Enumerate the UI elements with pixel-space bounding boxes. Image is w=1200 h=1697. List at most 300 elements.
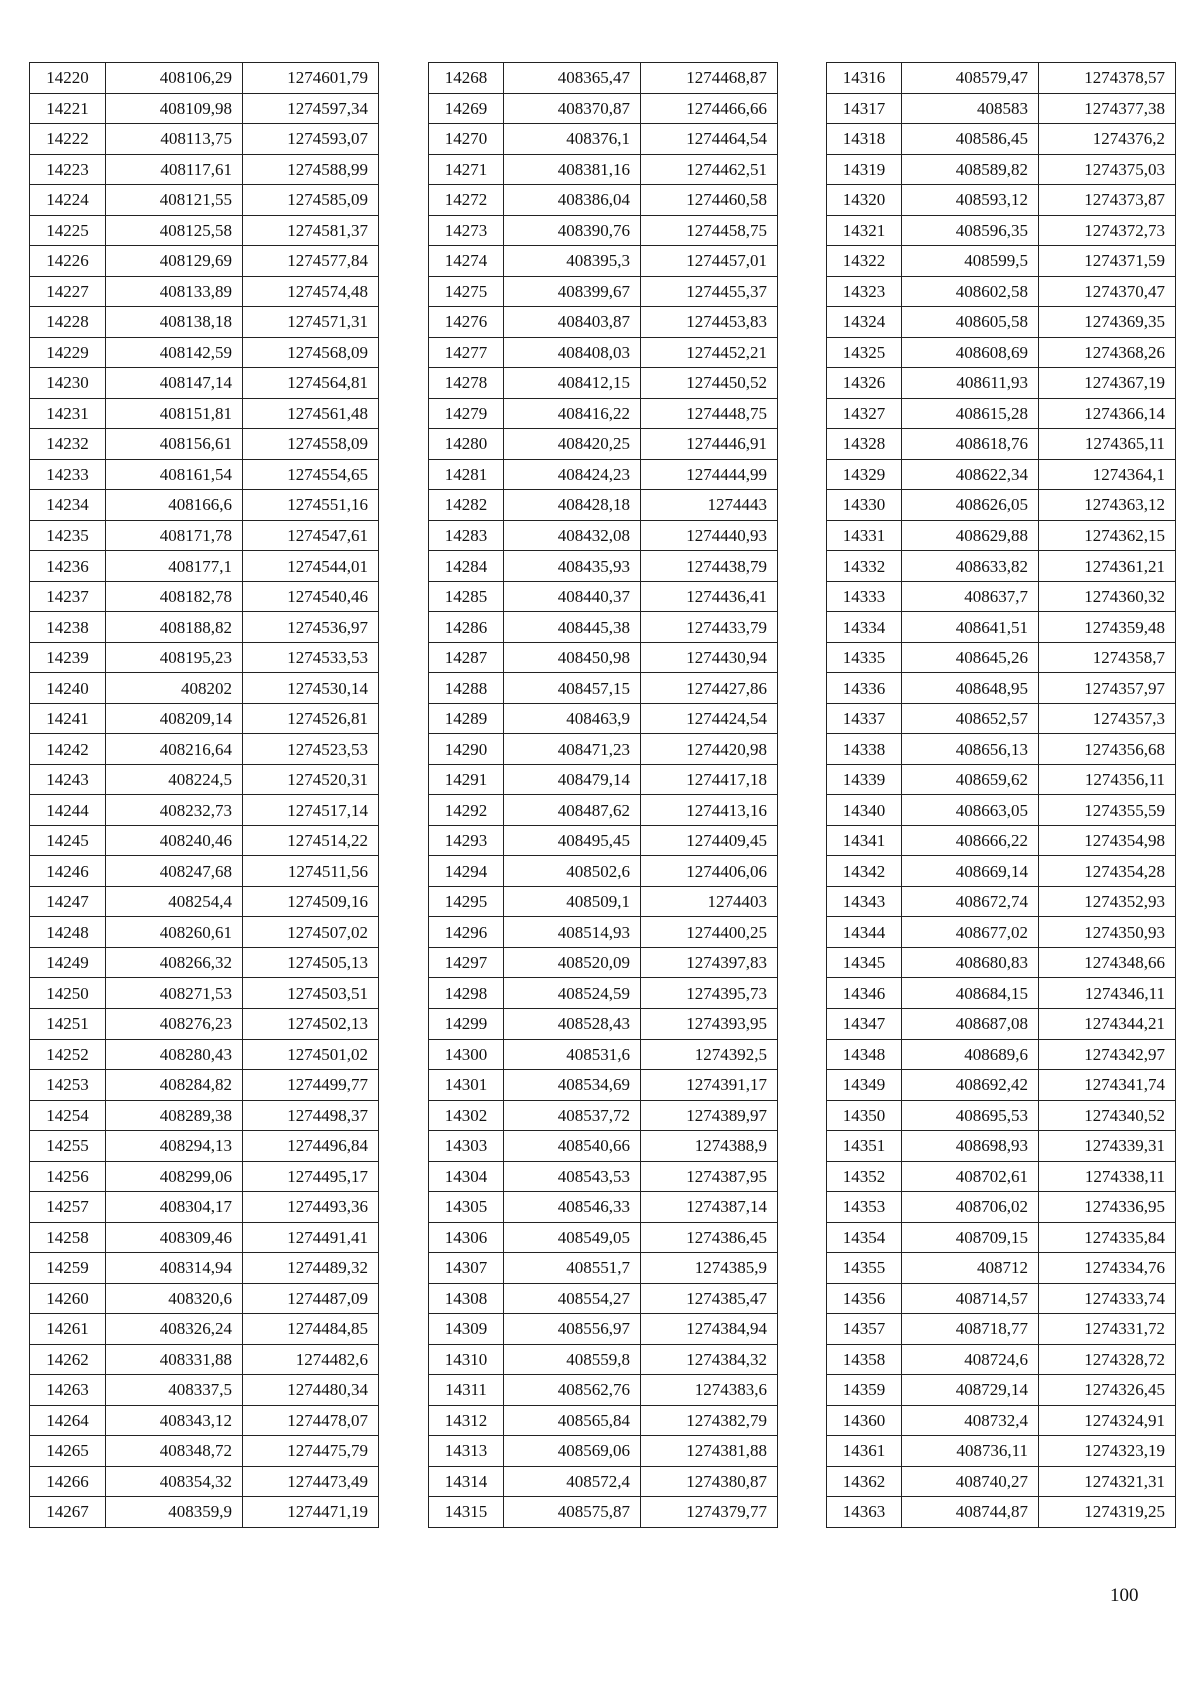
point-number-cell: 14227 [30, 276, 106, 307]
point-number-cell: 14328 [827, 429, 902, 460]
point-number-cell: 14274 [429, 246, 504, 277]
table-row [429, 1100, 778, 1131]
y-coordinate-cell: 1274381,88 [641, 1436, 778, 1467]
x-coordinate-cell: 408729,14 [902, 1375, 1039, 1406]
x-coordinate-cell: 408457,15 [504, 673, 641, 704]
y-coordinate-cell: 1274341,74 [1039, 1070, 1176, 1101]
y-coordinate-cell: 1274356,11 [1039, 764, 1176, 795]
y-coordinate-cell: 1274453,83 [641, 307, 778, 338]
y-coordinate-cell: 1274457,01 [641, 246, 778, 277]
y-coordinate-cell: 1274530,14 [243, 673, 379, 704]
point-number-cell: 14248 [30, 917, 106, 948]
point-number-cell: 14298 [429, 978, 504, 1009]
y-coordinate-cell: 1274491,41 [243, 1222, 379, 1253]
y-coordinate-cell: 1274354,28 [1039, 856, 1176, 887]
x-coordinate-cell: 408702,61 [902, 1161, 1039, 1192]
point-number-cell: 14360 [827, 1405, 902, 1436]
table-row [827, 307, 1176, 338]
x-coordinate-cell: 408271,53 [106, 978, 243, 1009]
table-row [827, 154, 1176, 185]
table-row [827, 490, 1176, 521]
y-coordinate-cell: 1274601,79 [243, 63, 379, 94]
y-coordinate-cell: 1274554,65 [243, 459, 379, 490]
y-coordinate-cell: 1274501,02 [243, 1039, 379, 1070]
table-row [827, 1253, 1176, 1284]
table-row [827, 581, 1176, 612]
point-number-cell: 14310 [429, 1344, 504, 1375]
y-coordinate-cell: 1274375,03 [1039, 154, 1176, 185]
point-number-cell: 14253 [30, 1070, 106, 1101]
table-row [30, 368, 379, 399]
table-row [30, 1131, 379, 1162]
table-row [429, 917, 778, 948]
point-number-cell: 14333 [827, 581, 902, 612]
point-number-cell: 14330 [827, 490, 902, 521]
x-coordinate-cell: 408565,84 [504, 1405, 641, 1436]
x-coordinate-cell: 408622,34 [902, 459, 1039, 490]
x-coordinate-cell: 408744,87 [902, 1497, 1039, 1528]
y-coordinate-cell: 1274482,6 [243, 1344, 379, 1375]
table-row [429, 1436, 778, 1467]
y-coordinate-cell: 1274393,95 [641, 1008, 778, 1039]
table-row [429, 276, 778, 307]
point-number-cell: 14223 [30, 154, 106, 185]
point-number-cell: 14351 [827, 1131, 902, 1162]
x-coordinate-cell: 408626,05 [902, 490, 1039, 521]
point-number-cell: 14291 [429, 764, 504, 795]
table-row [429, 673, 778, 704]
y-coordinate-cell: 1274533,53 [243, 642, 379, 673]
x-coordinate-cell: 408445,38 [504, 612, 641, 643]
point-number-cell: 14353 [827, 1192, 902, 1223]
x-coordinate-cell: 408412,15 [504, 368, 641, 399]
y-coordinate-cell: 1274444,99 [641, 459, 778, 490]
point-number-cell: 14356 [827, 1283, 902, 1314]
y-coordinate-cell: 1274520,31 [243, 764, 379, 795]
x-coordinate-cell: 408113,75 [106, 124, 243, 155]
y-coordinate-cell: 1274436,41 [641, 581, 778, 612]
table-row [30, 215, 379, 246]
point-number-cell: 14326 [827, 368, 902, 399]
y-coordinate-cell: 1274574,48 [243, 276, 379, 307]
point-number-cell: 14319 [827, 154, 902, 185]
table-row [827, 93, 1176, 124]
x-coordinate-cell: 408320,6 [106, 1283, 243, 1314]
y-coordinate-cell: 1274335,84 [1039, 1222, 1176, 1253]
point-number-cell: 14317 [827, 93, 902, 124]
table-row [827, 459, 1176, 490]
x-coordinate-cell: 408435,93 [504, 551, 641, 582]
x-coordinate-cell: 408520,09 [504, 947, 641, 978]
x-coordinate-cell: 408106,29 [106, 63, 243, 94]
point-number-cell: 14329 [827, 459, 902, 490]
point-number-cell: 14314 [429, 1466, 504, 1497]
point-number-cell: 14283 [429, 520, 504, 551]
x-coordinate-cell: 408637,7 [902, 581, 1039, 612]
y-coordinate-cell: 1274386,45 [641, 1222, 778, 1253]
x-coordinate-cell: 408276,23 [106, 1008, 243, 1039]
x-coordinate-cell: 408562,76 [504, 1375, 641, 1406]
x-coordinate-cell: 408593,12 [902, 185, 1039, 216]
table-row [30, 337, 379, 368]
y-coordinate-cell: 1274424,54 [641, 703, 778, 734]
y-coordinate-cell: 1274324,91 [1039, 1405, 1176, 1436]
x-coordinate-cell: 408182,78 [106, 581, 243, 612]
point-number-cell: 14354 [827, 1222, 902, 1253]
point-number-cell: 14303 [429, 1131, 504, 1162]
point-number-cell: 14281 [429, 459, 504, 490]
x-coordinate-cell: 408684,15 [902, 978, 1039, 1009]
table-row [429, 1375, 778, 1406]
y-coordinate-cell: 1274360,32 [1039, 581, 1176, 612]
point-number-cell: 14271 [429, 154, 504, 185]
y-coordinate-cell: 1274440,93 [641, 520, 778, 551]
x-coordinate-cell: 408188,82 [106, 612, 243, 643]
y-coordinate-cell: 1274382,79 [641, 1405, 778, 1436]
point-number-cell: 14336 [827, 673, 902, 704]
y-coordinate-cell: 1274466,66 [641, 93, 778, 124]
x-coordinate-cell: 408424,23 [504, 459, 641, 490]
point-number-cell: 14307 [429, 1253, 504, 1284]
y-coordinate-cell: 1274333,74 [1039, 1283, 1176, 1314]
table-row [827, 337, 1176, 368]
x-coordinate-cell: 408648,95 [902, 673, 1039, 704]
point-number-cell: 14277 [429, 337, 504, 368]
x-coordinate-cell: 408718,77 [902, 1314, 1039, 1345]
y-coordinate-cell: 1274357,97 [1039, 673, 1176, 704]
point-number-cell: 14306 [429, 1222, 504, 1253]
point-number-cell: 14301 [429, 1070, 504, 1101]
table-row [30, 1405, 379, 1436]
table-row [30, 947, 379, 978]
table-row [827, 1405, 1176, 1436]
table-row [30, 1161, 379, 1192]
x-coordinate-cell: 408224,5 [106, 764, 243, 795]
x-coordinate-cell: 408463,9 [504, 703, 641, 734]
point-number-cell: 14315 [429, 1497, 504, 1528]
point-number-cell: 14261 [30, 1314, 106, 1345]
point-number-cell: 14249 [30, 947, 106, 978]
point-number-cell: 14247 [30, 886, 106, 917]
y-coordinate-cell: 1274370,47 [1039, 276, 1176, 307]
x-coordinate-cell: 408386,04 [504, 185, 641, 216]
x-coordinate-cell: 408487,62 [504, 795, 641, 826]
y-coordinate-cell: 1274544,01 [243, 551, 379, 582]
point-number-cell: 14279 [429, 398, 504, 429]
x-coordinate-cell: 408416,22 [504, 398, 641, 429]
point-number-cell: 14280 [429, 429, 504, 460]
x-coordinate-cell: 408450,98 [504, 642, 641, 673]
x-coordinate-cell: 408633,82 [902, 551, 1039, 582]
y-coordinate-cell: 1274342,97 [1039, 1039, 1176, 1070]
table-row [30, 612, 379, 643]
point-number-cell: 14257 [30, 1192, 106, 1223]
y-coordinate-cell: 1274593,07 [243, 124, 379, 155]
point-number-cell: 14289 [429, 703, 504, 734]
y-coordinate-cell: 1274319,25 [1039, 1497, 1176, 1528]
x-coordinate-cell: 408125,58 [106, 215, 243, 246]
table-row [429, 856, 778, 887]
table-row [30, 795, 379, 826]
y-coordinate-cell: 1274362,15 [1039, 520, 1176, 551]
point-number-cell: 14316 [827, 63, 902, 94]
x-coordinate-cell: 408618,76 [902, 429, 1039, 460]
table-row [30, 1497, 379, 1528]
table-row [30, 978, 379, 1009]
point-number-cell: 14357 [827, 1314, 902, 1345]
x-coordinate-cell: 408554,27 [504, 1283, 641, 1314]
x-coordinate-cell: 408599,5 [902, 246, 1039, 277]
point-number-cell: 14327 [827, 398, 902, 429]
y-coordinate-cell: 1274397,83 [641, 947, 778, 978]
x-coordinate-cell: 408666,22 [902, 825, 1039, 856]
point-number-cell: 14244 [30, 795, 106, 826]
point-number-cell: 14258 [30, 1222, 106, 1253]
point-number-cell: 14348 [827, 1039, 902, 1070]
point-number-cell: 14323 [827, 276, 902, 307]
point-number-cell: 14235 [30, 520, 106, 551]
point-number-cell: 14263 [30, 1375, 106, 1406]
point-number-cell: 14335 [827, 642, 902, 673]
point-number-cell: 14225 [30, 215, 106, 246]
table-row [30, 673, 379, 704]
point-number-cell: 14232 [30, 429, 106, 460]
table-row [429, 581, 778, 612]
table-row [429, 1039, 778, 1070]
x-coordinate-cell: 408605,58 [902, 307, 1039, 338]
y-coordinate-cell: 1274455,37 [641, 276, 778, 307]
x-coordinate-cell: 408314,94 [106, 1253, 243, 1284]
table-row [30, 1466, 379, 1497]
x-coordinate-cell: 408177,1 [106, 551, 243, 582]
y-coordinate-cell: 1274355,59 [1039, 795, 1176, 826]
point-number-cell: 14245 [30, 825, 106, 856]
x-coordinate-cell: 408337,5 [106, 1375, 243, 1406]
x-coordinate-cell: 408109,98 [106, 93, 243, 124]
table-row [429, 612, 778, 643]
point-number-cell: 14234 [30, 490, 106, 521]
table-row [827, 825, 1176, 856]
table-row [429, 947, 778, 978]
table-row [429, 63, 778, 94]
x-coordinate-cell: 408420,25 [504, 429, 641, 460]
y-coordinate-cell: 1274540,46 [243, 581, 379, 612]
x-coordinate-cell: 408209,14 [106, 703, 243, 734]
table-row [429, 1253, 778, 1284]
table-row [429, 368, 778, 399]
x-coordinate-cell: 408408,03 [504, 337, 641, 368]
y-coordinate-cell: 1274571,31 [243, 307, 379, 338]
x-coordinate-cell: 408294,13 [106, 1131, 243, 1162]
table-row [429, 734, 778, 765]
point-number-cell: 14264 [30, 1405, 106, 1436]
y-coordinate-cell: 1274597,34 [243, 93, 379, 124]
point-number-cell: 14270 [429, 124, 504, 155]
table-row [827, 1222, 1176, 1253]
y-coordinate-cell: 1274502,13 [243, 1008, 379, 1039]
point-number-cell: 14246 [30, 856, 106, 887]
point-number-cell: 14237 [30, 581, 106, 612]
point-number-cell: 14254 [30, 1100, 106, 1131]
x-coordinate-cell: 408432,08 [504, 520, 641, 551]
table-row [429, 246, 778, 277]
y-coordinate-cell: 1274357,3 [1039, 703, 1176, 734]
coordinates-table-3 [826, 62, 1176, 1528]
point-number-cell: 14231 [30, 398, 106, 429]
point-number-cell: 14321 [827, 215, 902, 246]
table-row [827, 1436, 1176, 1467]
table-row [827, 703, 1176, 734]
y-coordinate-cell: 1274462,51 [641, 154, 778, 185]
x-coordinate-cell: 408540,66 [504, 1131, 641, 1162]
x-coordinate-cell: 408299,06 [106, 1161, 243, 1192]
x-coordinate-cell: 408714,57 [902, 1283, 1039, 1314]
point-number-cell: 14312 [429, 1405, 504, 1436]
table-row [30, 154, 379, 185]
y-coordinate-cell: 1274361,21 [1039, 551, 1176, 582]
point-number-cell: 14240 [30, 673, 106, 704]
table-row [429, 124, 778, 155]
x-coordinate-cell: 408583 [902, 93, 1039, 124]
point-number-cell: 14275 [429, 276, 504, 307]
x-coordinate-cell: 408354,32 [106, 1466, 243, 1497]
x-coordinate-cell: 408556,97 [504, 1314, 641, 1345]
x-coordinate-cell: 408740,27 [902, 1466, 1039, 1497]
x-coordinate-cell: 408698,93 [902, 1131, 1039, 1162]
table-row [429, 1497, 778, 1528]
y-coordinate-cell: 1274471,19 [243, 1497, 379, 1528]
y-coordinate-cell: 1274493,36 [243, 1192, 379, 1223]
table-row [827, 368, 1176, 399]
point-number-cell: 14250 [30, 978, 106, 1009]
table-row [429, 337, 778, 368]
table-row [827, 1070, 1176, 1101]
table-row [30, 825, 379, 856]
table-row [827, 734, 1176, 765]
y-coordinate-cell: 1274400,25 [641, 917, 778, 948]
table-row [827, 1375, 1176, 1406]
point-number-cell: 14239 [30, 642, 106, 673]
point-number-cell: 14251 [30, 1008, 106, 1039]
point-number-cell: 14220 [30, 63, 106, 94]
y-coordinate-cell: 1274354,98 [1039, 825, 1176, 856]
y-coordinate-cell: 1274387,95 [641, 1161, 778, 1192]
x-coordinate-cell: 408309,46 [106, 1222, 243, 1253]
point-number-cell: 14322 [827, 246, 902, 277]
point-number-cell: 14343 [827, 886, 902, 917]
table-row [30, 734, 379, 765]
point-number-cell: 14287 [429, 642, 504, 673]
coordinates-table-body [429, 63, 778, 1528]
x-coordinate-cell: 408641,51 [902, 612, 1039, 643]
x-coordinate-cell: 408495,45 [504, 825, 641, 856]
table-row [429, 1222, 778, 1253]
point-number-cell: 14241 [30, 703, 106, 734]
x-coordinate-cell: 408240,46 [106, 825, 243, 856]
table-row [429, 1161, 778, 1192]
x-coordinate-cell: 408672,74 [902, 886, 1039, 917]
x-coordinate-cell: 408156,61 [106, 429, 243, 460]
y-coordinate-cell: 1274460,58 [641, 185, 778, 216]
point-number-cell: 14226 [30, 246, 106, 277]
y-coordinate-cell: 1274443 [641, 490, 778, 521]
y-coordinate-cell: 1274387,14 [641, 1192, 778, 1223]
table-row [827, 1100, 1176, 1131]
table-row [429, 459, 778, 490]
point-number-cell: 14331 [827, 520, 902, 551]
table-row [30, 1375, 379, 1406]
table-row [429, 1405, 778, 1436]
y-coordinate-cell: 1274417,18 [641, 764, 778, 795]
point-number-cell: 14363 [827, 1497, 902, 1528]
x-coordinate-cell: 408534,69 [504, 1070, 641, 1101]
x-coordinate-cell: 408680,83 [902, 947, 1039, 978]
x-coordinate-cell: 408645,26 [902, 642, 1039, 673]
x-coordinate-cell: 408395,3 [504, 246, 641, 277]
point-number-cell: 14302 [429, 1100, 504, 1131]
y-coordinate-cell: 1274338,11 [1039, 1161, 1176, 1192]
x-coordinate-cell: 408479,14 [504, 764, 641, 795]
y-coordinate-cell: 1274514,22 [243, 825, 379, 856]
table-row [827, 551, 1176, 582]
table-row [30, 246, 379, 277]
y-coordinate-cell: 1274585,09 [243, 185, 379, 216]
y-coordinate-cell: 1274430,94 [641, 642, 778, 673]
y-coordinate-cell: 1274536,97 [243, 612, 379, 643]
table-row [827, 1131, 1176, 1162]
table-row [827, 673, 1176, 704]
y-coordinate-cell: 1274350,93 [1039, 917, 1176, 948]
y-coordinate-cell: 1274369,35 [1039, 307, 1176, 338]
table-row [30, 551, 379, 582]
table-row [827, 642, 1176, 673]
y-coordinate-cell: 1274391,17 [641, 1070, 778, 1101]
table-row [30, 917, 379, 948]
y-coordinate-cell: 1274561,48 [243, 398, 379, 429]
table-row [429, 1070, 778, 1101]
x-coordinate-cell: 408514,93 [504, 917, 641, 948]
y-coordinate-cell: 1274321,31 [1039, 1466, 1176, 1497]
table-row [429, 154, 778, 185]
y-coordinate-cell: 1274358,7 [1039, 642, 1176, 673]
point-number-cell: 14339 [827, 764, 902, 795]
coordinates-table-body [30, 63, 379, 1528]
table-row [30, 1253, 379, 1284]
y-coordinate-cell: 1274367,19 [1039, 368, 1176, 399]
x-coordinate-cell: 408663,05 [902, 795, 1039, 826]
point-number-cell: 14304 [429, 1161, 504, 1192]
point-number-cell: 14290 [429, 734, 504, 765]
y-coordinate-cell: 1274359,48 [1039, 612, 1176, 643]
table-row [30, 1436, 379, 1467]
table-row [429, 1344, 778, 1375]
x-coordinate-cell: 408202 [106, 673, 243, 704]
x-coordinate-cell: 408289,38 [106, 1100, 243, 1131]
point-number-cell: 14342 [827, 856, 902, 887]
point-number-cell: 14273 [429, 215, 504, 246]
table-row [30, 1008, 379, 1039]
x-coordinate-cell: 408195,23 [106, 642, 243, 673]
table-row [30, 1039, 379, 1070]
y-coordinate-cell: 1274498,37 [243, 1100, 379, 1131]
table-row [30, 398, 379, 429]
x-coordinate-cell: 408509,1 [504, 886, 641, 917]
point-number-cell: 14340 [827, 795, 902, 826]
table-row [30, 490, 379, 521]
y-coordinate-cell: 1274475,79 [243, 1436, 379, 1467]
point-number-cell: 14276 [429, 307, 504, 338]
x-coordinate-cell: 408543,53 [504, 1161, 641, 1192]
